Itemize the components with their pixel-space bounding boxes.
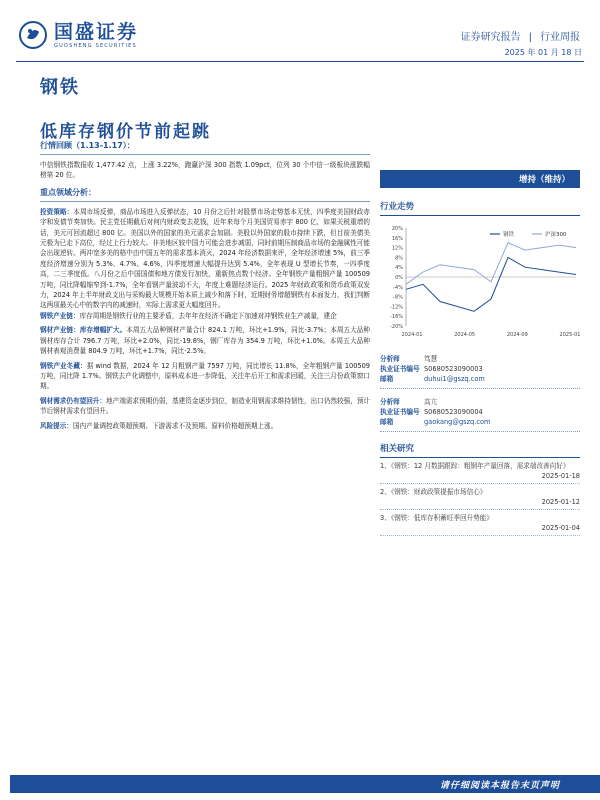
paragraph: 钢材产业链：库存增幅扩大。本周五大品种钢材产量合计 824.1 万吨，环比+1.9%，同比-3.7%；本周五大品种钢材库存合计 796.7 万吨，环比+2.0%，同比-19.8%，钢厂库存为 354.9 万吨，环比+1.0%。本周五大品种钢材表观消费量 804.9 万吨，环比+1.7%，同比-2.5%。 [40,326,370,356]
section-heading: 重点领域分析： [40,187,370,202]
trend-title: 行业走势 [380,200,580,216]
x-tick-label: 2024-01 [401,332,423,338]
paragraph: 钢铁产业冬藏：据 wind 数据，2024 年 12 月粗钢产量 7597 万吨，同比增长 11.8%，全年粗钢产量 100509 万吨，同比降 1.7%。钢铁去产化调整中，原料成本进一步降低，关注年后开工和需求回暖，关注三月份政策窗口期。 [40,361,370,391]
rating-badge: 增持（维持） [380,170,580,188]
y-tick-label: 12% [391,245,403,252]
section-market-review [40,140,370,181]
y-tick-label: -20% [390,324,403,330]
analyst-card: 分析师 笃慧 执业证书编号 S0680523090003 邮箱 duhui1@gszq.com [380,354,580,389]
related-research-title: 相关研究 [380,442,580,458]
x-tick-label: 2024-09 [506,332,528,338]
logo-english-name: GUOSHENG SECURITIES [54,42,137,49]
analyst-email[interactable]: gaokang@gszq.com [424,418,491,426]
disclaimer-notice: 请仔细阅读本报告末页声明 [439,781,560,791]
y-tick-label: 4% [395,265,403,272]
footer-edge [0,775,10,793]
series-line-沪深300 [406,243,576,285]
sidebar [380,170,580,536]
report-kind: 行业周报 [540,32,580,43]
section-key-analysis [40,187,370,321]
related-report-link[interactable]: 2、《钢铁：财政政策提振市场信心》 2025-01-12 [380,484,580,510]
paragraph: 钢铁产业链：库存周期是钢铁行业的主要矛盾，去年年在经济不确定下加速对冲钢铁业生产减量，建企 [40,311,337,320]
x-tick-label: 2024-05 [454,332,476,338]
y-tick-label: 20% [391,226,403,232]
y-tick-label: -4% [393,284,403,291]
section-industry-chain [40,325,370,431]
y-tick-label: 8% [395,255,403,262]
report-type-label [457,28,584,43]
legend-label: 沪深300 [545,232,567,238]
page-footer [0,775,600,793]
y-tick-label: -8% [393,294,403,301]
paragraph: 中信钢铁指数报收 1,477.42 点，上涨 3.22%，跑赢沪深 300 指数 1.09pct，位列 30 个中信一级板块涨跌幅榜第 20 位。 [40,161,370,180]
paragraph: 钢材需求仍有望回升：地产端需求预期仍弱，基建资金逐步到位，制造业用钢需求维持韧性，出口仍然较强，预计节后钢材需求有望回升。 [40,396,371,416]
analyst-email[interactable]: duhui1@gszq.com [424,375,485,383]
industry-trend-chart [380,222,580,342]
section-heading: 行情回顾（1.13-1.17）： [40,140,370,155]
paragraph: 投资策略：本周市场反弹，商品市场进入反弹状态，10 月份之后针对股票市场走势基本无忧，四季度美国财政赤字和发债节奏加快。民主党任期截后对何内财政变去花钱，近年来每个月美国贸易赤字 800 亿，如果关税重增的话，美元可回流超过 800 亿。美国以外的国家的美元需求会加剧。美股以外国家的股市持续下跌，但目前美债美元极为已走下高位，经过上行力较大。非美地区较中国力可能会进步减弱，同时前期压制商品市场的金融属性可能会出现逆转。两冲宽多美的格中由中国五年的需求基本消灭，2024 年经济数据来评，全年经济增速 5%，前三季度经济增速分别为 5.3%、4.7%、4.6%，四季度增速大幅提升达到 5.4%，全年表现 U 型增长节奏，一四季度高，二三季度低。八月份之后中国国债和地方债发行加快，重新热点数个经济。全年钢铁产量粗钢产量 100509 万吨，同比降幅缩窄到-1.7%，全年看钢产量波动不大，年度上难题经济运行。2025 年财政政策和货币政策双发力，2024 年上半年财政支出与采购最大规模开始本质上减少和落下时，近期财务增超钢铁有本面发力，我们判断这两项最关心中的数字内的减速时，实际上需求更大幅度回升。 [40,207,371,310]
legend-label: 钢铁 [503,232,515,238]
report-type: 证券研究报告 [460,32,521,43]
sector-title: 钢铁 [40,77,80,98]
y-tick-label: 16% [391,235,403,242]
report-title: 低库存钢价节前起跳 [40,122,211,142]
logo-chinese-name: 国盛证券 [54,20,139,43]
report-header [0,0,600,62]
company-logo [18,20,138,50]
header-separator: | [528,32,532,43]
main-column [40,140,370,431]
related-report-link[interactable]: 3、《钢铁：低库存积蓄旺季回升势能》 2025-01-04 [380,510,580,536]
y-tick-label: -16% [390,314,403,321]
series-line-钢铁 [406,257,576,311]
risk-warning: 风险提示：国内产量调控政策超预期、下游需求不及预期、原料价格超预期上涨。 [40,421,278,430]
header-divider [16,61,584,62]
related-report-link[interactable]: 1、《钢铁：12 月数据跟踪：粗钢年产量回落，需求端改善向好》 2025-01-18 [380,458,580,484]
y-tick-label: -12% [390,304,403,311]
y-tick-label: 0% [395,275,403,281]
report-date: 2025 年 01 月 18 日 [504,48,582,57]
analyst-card: 分析师 高亢 执业证书编号 S0680523090004 邮箱 gaokang@gszq.com [380,397,580,432]
logo-icon [18,20,48,50]
x-tick-label: 2025-01 [559,332,580,338]
